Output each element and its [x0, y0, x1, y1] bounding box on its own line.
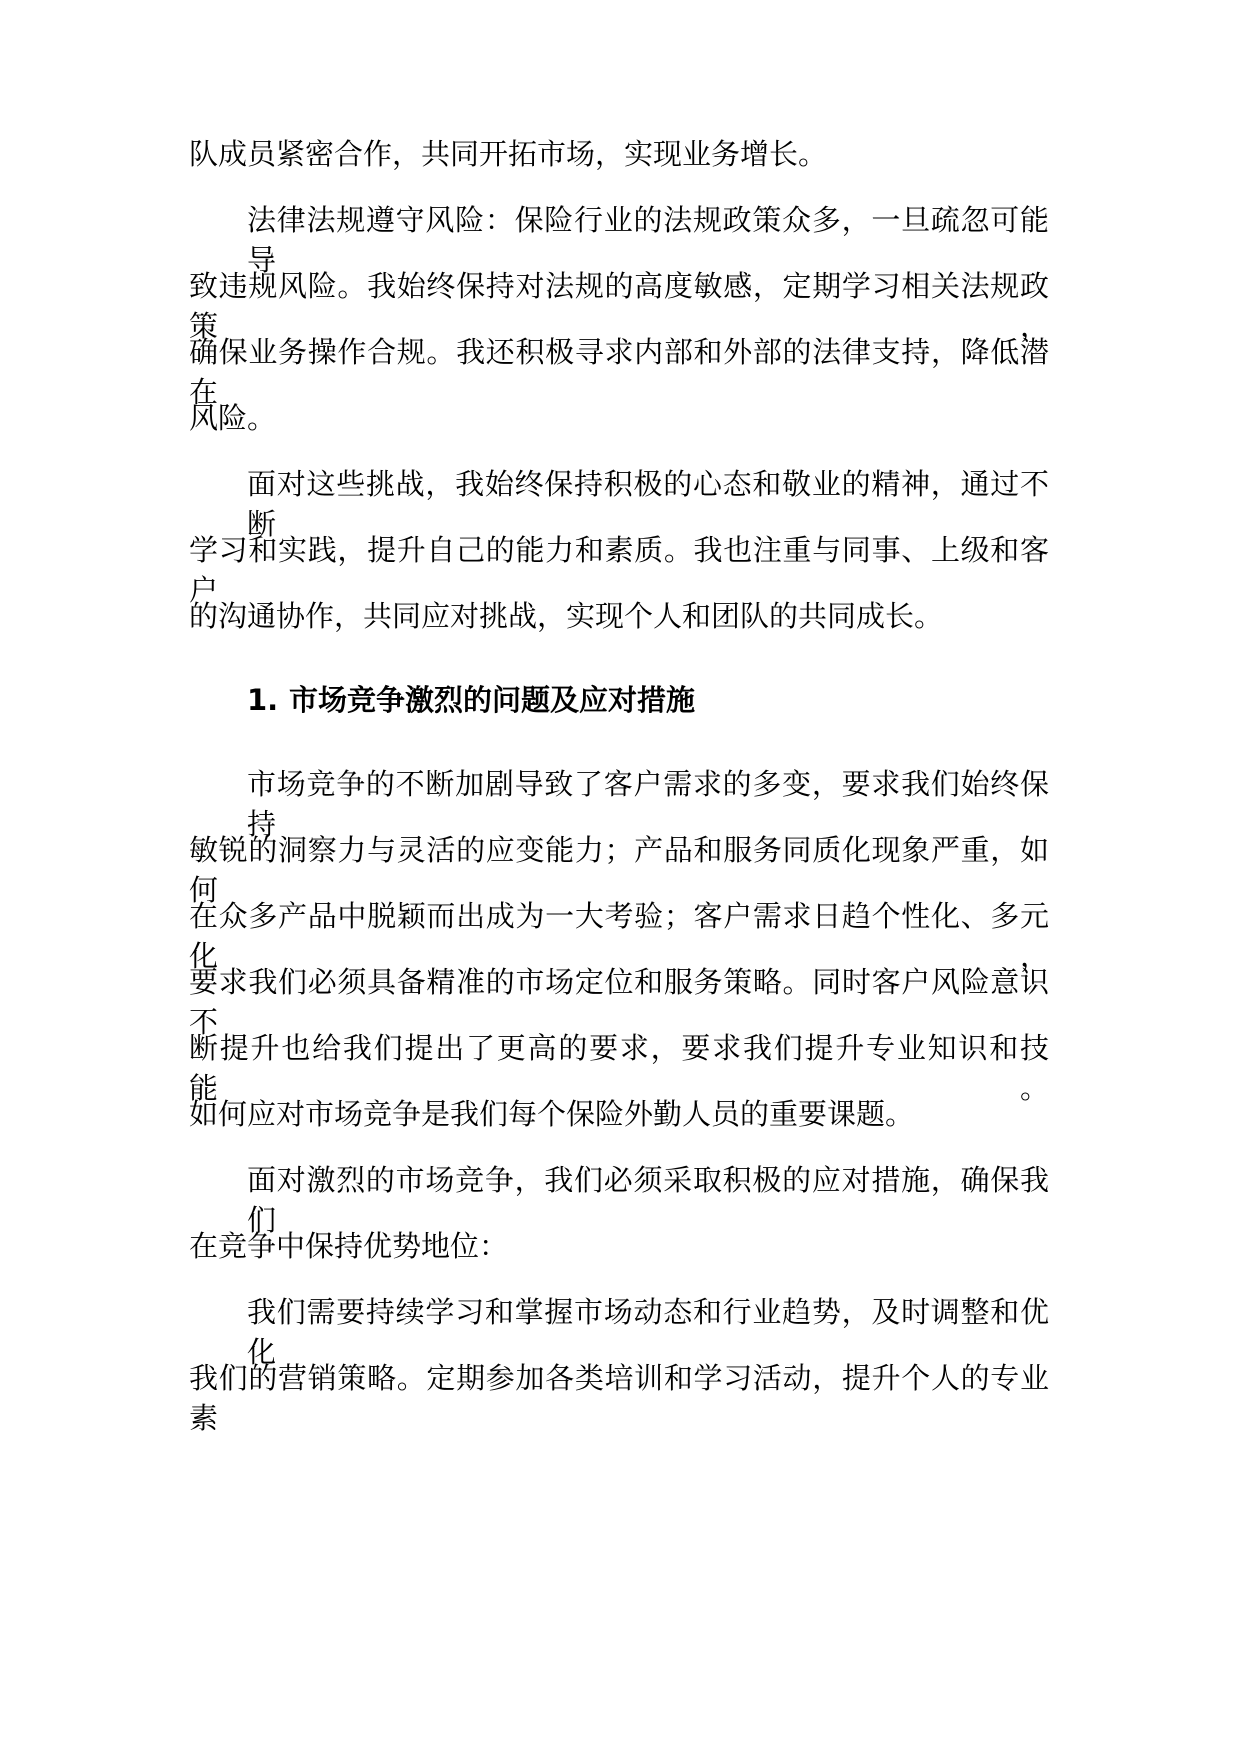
paragraph-line: 学习和实践，提升自己的能力和素质。我也注重与同事、上级和客户 — [189, 533, 1049, 607]
paragraph-line: 要求我们必须具备精准的市场定位和服务策略。同时客户风险意识不 — [189, 965, 1049, 1039]
paragraph-line: 我们的营销策略。定期参加各类培训和学习活动，提升个人的专业素 — [189, 1361, 1049, 1435]
paragraph-line: 面对激烈的市场竞争，我们必须采取积极的应对措施，确保我们 — [247, 1163, 1049, 1237]
paragraph-line: 在竞争中保持优势地位： — [189, 1229, 509, 1263]
paragraph-line: 断提升也给我们提出了更高的要求，要求我们提升专业知识和技能。 — [189, 1031, 1049, 1105]
paragraph-line: 在众多产品中脱颖而出成为一大考验；客户需求日趋个性化、多元化， — [189, 899, 1049, 973]
paragraph-line: 市场竞争的不断加剧导致了客户需求的多变，要求我们始终保持 — [247, 767, 1049, 841]
paragraph-line: 面对这些挑战，我始终保持积极的心态和敬业的精神，通过不断 — [247, 467, 1049, 541]
paragraph-line: 如何应对市场竞争是我们每个保险外勤人员的重要课题。 — [189, 1097, 915, 1131]
paragraph-line: 风险。 — [189, 401, 277, 435]
paragraph-line: 队成员紧密合作，共同开拓市场，实现业务增长。 — [189, 137, 828, 171]
section-number: 1. — [247, 683, 279, 717]
section-title: 市场竞争激烈的问题及应对措施 — [289, 683, 696, 717]
section-heading — [247, 680, 695, 720]
paragraph-line: 确保业务操作合规。我还积极寻求内部和外部的法律支持，降低潜在 — [189, 335, 1049, 409]
paragraph-line: 法律法规遵守风险：保险行业的法规政策众多，一旦疏忽可能导 — [247, 203, 1049, 277]
paragraph-line: 敏锐的洞察力与灵活的应变能力；产品和服务同质化现象严重，如何 — [189, 833, 1049, 907]
paragraph-line: 致违规风险。我始终保持对法规的高度敏感，定期学习相关法规政策， — [189, 269, 1049, 343]
paragraph-line: 我们需要持续学习和掌握市场动态和行业趋势，及时调整和优化 — [247, 1295, 1049, 1369]
paragraph-line: 的沟通协作，共同应对挑战，实现个人和团队的共同成长。 — [189, 599, 944, 633]
